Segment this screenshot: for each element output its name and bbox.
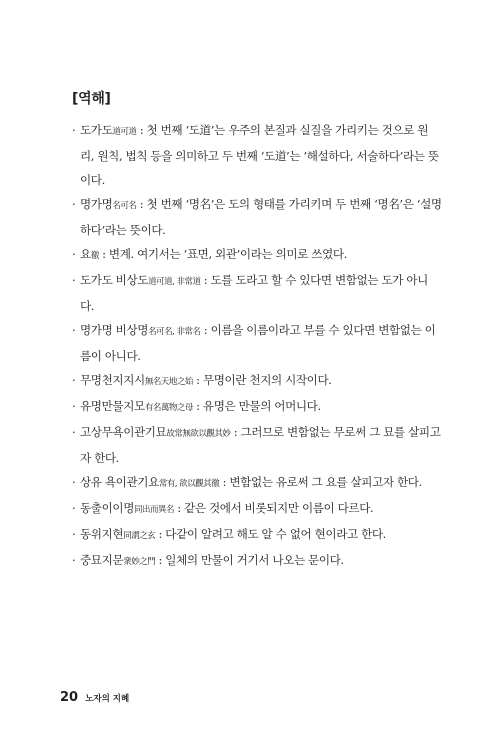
section-heading: [역해] <box>72 91 111 107</box>
entry-text: : 같은 것에서 비롯되지만 이름이 다르다. <box>174 501 374 515</box>
entry-hanja: 道可道, 非常道 <box>148 277 201 287</box>
annotation-entry <box>72 268 442 318</box>
entry-term: 동출이이명 <box>80 501 134 515</box>
page-footer <box>60 686 129 705</box>
entry-text: : 유명은 만물의 어머니다. <box>192 399 321 413</box>
entry-hanja: 無名天地之始 <box>144 377 193 387</box>
entry-term: 도가도 비상도 <box>80 273 149 287</box>
entry-term: 동위지현 <box>80 527 124 541</box>
entry-text: : 변함없는 유로써 그 요를 살피고자 한다. <box>219 475 422 489</box>
entry-text: : 그러므로 변함없는 무로써 그 묘를 살피고자 한다. <box>80 425 441 465</box>
entry-term: 명가명 <box>80 197 113 211</box>
page-number: 20 <box>60 690 79 705</box>
entry-term: 유명만물지모 <box>80 399 145 413</box>
entry-term: 무명천지지시 <box>80 373 145 387</box>
entry-text: : 첫 번째 ‘명名’은 도의 형태를 가리키며 두 번째 ‘명名’은 ‘설명하다’라는 뜻이다. <box>80 197 442 237</box>
entry-hanja: 徼 <box>90 251 99 261</box>
entry-term: 명가명 비상명 <box>80 323 149 337</box>
entry-hanja: 道可道 <box>112 127 137 137</box>
entry-text: : 첫 번째 ‘도道’는 우주의 본질과 실질을 가리키는 것으로 원리, 원칙, 법칙 등을 의미하고 두 번째 ‘도道’는 ‘해설하다, 서술하다’라는 뜻이다. <box>80 123 439 187</box>
annotation-entry <box>72 420 442 470</box>
entry-term: 상유 욕이관기요 <box>80 475 159 489</box>
annotation-entry <box>72 118 442 192</box>
entry-term: 고상무욕이관기묘 <box>80 425 167 439</box>
entry-hanja: 名可名, 非常名 <box>148 327 201 337</box>
entry-text: : 다같이 알려고 해도 알 수 없어 현이라고 한다. <box>155 527 386 541</box>
annotation-entry <box>72 496 442 522</box>
entry-text: : 도를 도라고 할 수 있다면 변함없는 도가 아니다. <box>80 273 428 313</box>
annotation-entry <box>72 394 442 420</box>
annotation-entry <box>72 368 442 394</box>
entry-hanja: 同謂之玄 <box>123 531 156 541</box>
annotation-entry <box>72 242 442 268</box>
entry-hanja: 常有, 欲以觀其徼 <box>158 479 220 489</box>
annotation-list <box>72 118 442 574</box>
entry-hanja: 名可名 <box>112 201 137 211</box>
entry-hanja: 同出而異名 <box>134 505 175 515</box>
annotation-entry <box>72 318 442 368</box>
entry-term: 도가도 <box>80 123 113 137</box>
annotation-entry <box>72 548 442 574</box>
annotation-entry <box>72 470 442 496</box>
entry-hanja: 故常無欲以觀其妙 <box>166 429 231 439</box>
entry-text: : 무명이란 천지의 시작이다. <box>192 373 332 387</box>
entry-term: 요 <box>80 247 91 261</box>
entry-term: 중묘지문 <box>80 553 124 567</box>
entry-text: : 이름을 이름이라고 부를 수 있다면 변함없는 이름이 아니다. <box>80 323 436 363</box>
entry-text: : 변계. 여기서는 ‘표면, 외관’이라는 의미로 쓰였다. <box>98 247 347 261</box>
annotation-entry <box>72 522 442 548</box>
entry-text: : 일체의 만물이 거기서 나오는 문이다. <box>155 553 344 567</box>
annotation-entry <box>72 192 442 242</box>
entry-hanja: 有名萬物之母 <box>144 403 193 413</box>
book-title: 노자의 지혜 <box>85 694 130 704</box>
entry-hanja: 衆妙之門 <box>123 557 156 567</box>
